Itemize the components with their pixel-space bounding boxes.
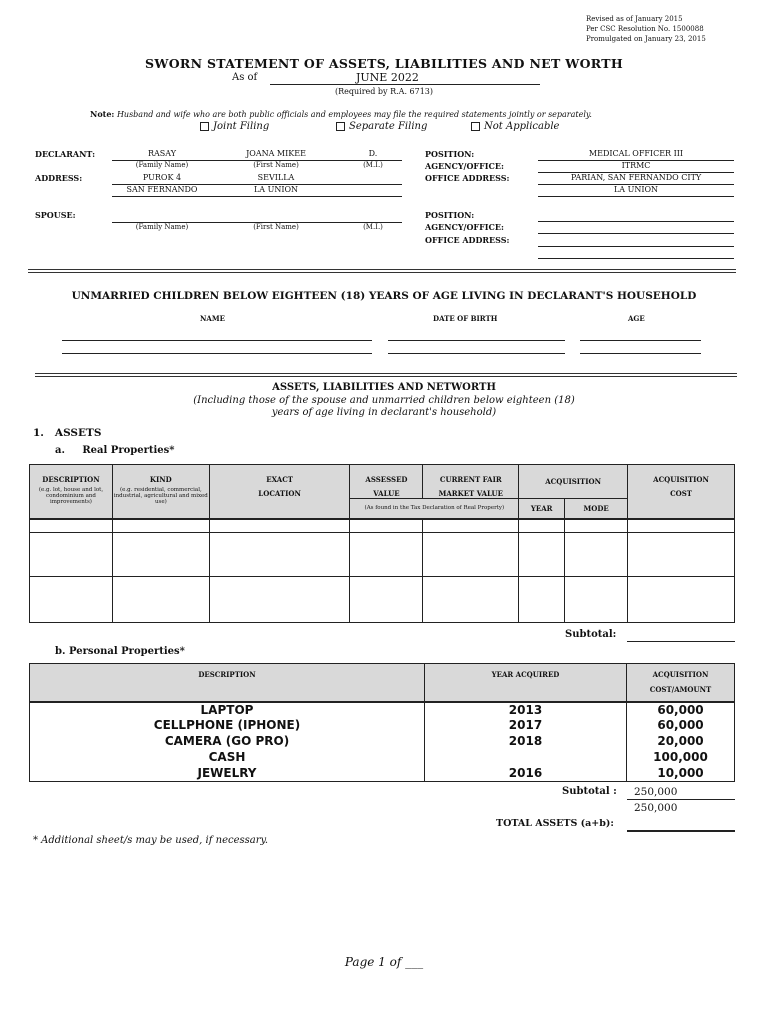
declarant-mi: D. <box>368 149 378 158</box>
mi-caption: (M.I.) <box>363 161 383 169</box>
family-caption: (Family Name) <box>135 161 189 169</box>
page-number: Page 1 of ___ <box>344 955 424 969</box>
footnote: * Additional sheet/s may be used, if necessary. <box>33 835 269 846</box>
personal-subtotal-label: Subtotal : <box>562 786 617 797</box>
personal-row-description: CELLPHONE (IPHONE) <box>30 718 425 734</box>
total-assets-label: TOTAL ASSETS (a+b): <box>496 818 614 829</box>
real-col-fmv: CURRENT FAIR MARKET VALUE <box>423 465 519 499</box>
address-line1b: SEVILLA <box>257 173 295 182</box>
spouse-family-caption: (Family Name) <box>135 223 189 231</box>
real-col-assessed: ASSESSED VALUE <box>350 465 423 499</box>
office-address-2: LA UNION <box>613 185 659 194</box>
personal-properties-table <box>29 663 735 782</box>
personal-row <box>30 718 735 734</box>
first-caption: (First Name) <box>253 161 299 169</box>
children-title: UNMARRIED CHILDREN BELOW EIGHTEEN (18) YEARS OF AGE LIVING IN DECLARANT'S HOUSEHOLD <box>71 290 697 302</box>
spouse-label: SPOUSE: <box>35 210 76 220</box>
as-of-label: As of <box>232 72 258 83</box>
revision-block <box>586 14 706 44</box>
agency-label: AGENCY/OFFICE: <box>425 161 504 171</box>
position-label: POSITION: <box>425 149 475 159</box>
declarant-label: DECLARANT: <box>35 149 96 159</box>
personal-row-description: JEWELRY <box>30 766 425 782</box>
real-col-location: EXACT LOCATION <box>209 465 350 519</box>
spouse-office-address-label: OFFICE ADDRESS: <box>425 235 510 245</box>
filing-joint[interactable]: Joint Filing <box>200 121 269 132</box>
spouse-agency-label: AGENCY/OFFICE: <box>425 222 504 232</box>
assets-heading: 1. ASSETS <box>33 427 102 439</box>
revision-line-3: Promulgated on January 23, 2015 <box>586 35 706 43</box>
declarant-family-name: RASAY <box>147 149 176 158</box>
note-text: Husband and wife who are both public officials and employees may file the required statements jointly or separately. <box>116 110 592 119</box>
real-col-mode: MODE <box>565 499 628 519</box>
checkbox-not-applicable[interactable] <box>471 122 480 131</box>
personal-subtotal-value: 250,000 <box>634 786 678 798</box>
children-col-age: AGE <box>628 314 645 323</box>
declarant-first-name: JOANA MIKEE <box>246 149 306 158</box>
office-address-1: PARIAN, SAN FERNANDO CITY <box>570 173 702 182</box>
personal-row-description: CAMERA (GO PRO) <box>30 734 425 750</box>
real-tax-note: (As found in the Tax Declaration of Real Property) <box>350 499 519 519</box>
personal-row <box>30 766 735 782</box>
real-col-acquisition: ACQUISITION <box>519 465 628 499</box>
personal-row-description: CASH <box>30 750 425 766</box>
alnw-sub-1: (Including those of the spouse and unmarried children below eighteen (18) <box>193 395 575 406</box>
spouse-mi-caption: (M.I.) <box>363 223 383 231</box>
real-col-year: YEAR <box>519 499 565 519</box>
personal-col-description: DESCRIPTION <box>30 664 425 702</box>
personal-row-cost: 100,000 <box>627 750 735 766</box>
spouse-position-label: POSITION: <box>425 210 475 220</box>
real-row-3 <box>30 577 735 623</box>
real-subtotal-label: Subtotal: <box>565 629 617 640</box>
filing-separate[interactable]: Separate Filing <box>336 121 427 132</box>
note <box>90 109 592 119</box>
personal-row-cost: 10,000 <box>627 766 735 782</box>
children-col-dob: DATE OF BIRTH <box>433 314 498 323</box>
position-value: MEDICAL OFFICER III <box>588 149 684 158</box>
personal-row-year: 2013 <box>425 702 627 718</box>
revision-line-2: Per CSC Resolution No. 1500088 <box>586 25 704 33</box>
agency-value: ITRMC <box>621 161 651 170</box>
checkbox-joint[interactable] <box>200 122 209 131</box>
personal-row-year: 2017 <box>425 718 627 734</box>
personal-row <box>30 702 735 718</box>
personal-row <box>30 750 735 766</box>
real-properties-table <box>29 464 735 623</box>
personal-row-cost: 60,000 <box>627 702 735 718</box>
office-address-label: OFFICE ADDRESS: <box>425 173 510 183</box>
real-col-cost: ACQUISITION COST <box>628 465 735 519</box>
real-row-1 <box>30 519 735 533</box>
children-col-name: NAME <box>200 314 225 323</box>
address-line2b: LA UNION <box>253 185 299 194</box>
checkbox-separate[interactable] <box>336 122 345 131</box>
personal-col-cost: ACQUISITION COST/AMOUNT <box>627 664 735 702</box>
alnw-sub-2: years of age living in declarant's household) <box>271 407 497 418</box>
personal-properties-heading: b. Personal Properties* <box>55 646 185 657</box>
real-col-kind: KIND (e.g. residential, commercial, industrial, agricultural and mixed use) <box>112 465 209 519</box>
real-row-2 <box>30 533 735 577</box>
as-of-value: JUNE 2022 <box>356 71 419 84</box>
personal-row-year: 2018 <box>425 734 627 750</box>
personal-col-year: YEAR ACQUIRED <box>425 664 627 702</box>
alnw-title: ASSETS, LIABILITIES AND NETWORTH <box>272 382 496 393</box>
personal-row-description: LAPTOP <box>30 702 425 718</box>
address-label: ADDRESS: <box>35 173 83 183</box>
real-col-description: DESCRIPTION (e.g. lot, house and lot, condominium and improvements) <box>30 465 113 519</box>
total-assets-value: 250,000 <box>634 802 678 814</box>
address-line1a: PUROK 4 <box>142 173 182 182</box>
personal-row-year <box>425 750 627 766</box>
note-label: Note: <box>90 109 115 119</box>
form-title: SWORN STATEMENT OF ASSETS, LIABILITIES AND NET WORTH <box>145 56 623 71</box>
filing-not-applicable[interactable]: Not Applicable <box>471 121 559 132</box>
address-line2a: SAN FERNANDO <box>126 185 198 194</box>
spouse-first-caption: (First Name) <box>253 223 299 231</box>
real-properties-heading: a. Real Properties* <box>55 445 175 456</box>
personal-row-year: 2016 <box>425 766 627 782</box>
revision-line-1: Revised as of January 2015 <box>586 15 683 23</box>
personal-row <box>30 734 735 750</box>
personal-row-cost: 20,000 <box>627 734 735 750</box>
personal-row-cost: 60,000 <box>627 718 735 734</box>
required-by: (Required by R.A. 6713) <box>334 87 434 96</box>
